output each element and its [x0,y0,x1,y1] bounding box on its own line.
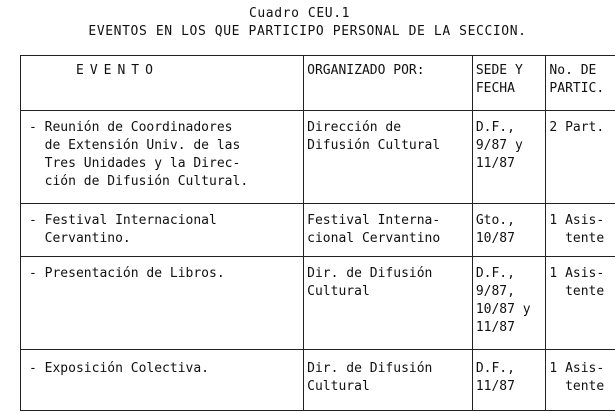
header-evento: EVENTO [21,56,304,111]
cell-participantes: 2 Part. [546,111,615,204]
table-caption-title: EVENTOS EN LOS QUE PARTICIPO PERSONAL DE LA SECCION. [88,24,527,39]
table-header-row [21,56,615,111]
cell-participantes: 1 Asis- tente [546,204,615,257]
cell-sede-fecha: Gto., 10/87 [472,204,546,257]
header-organizado: ORGANIZADO POR: [304,56,473,111]
cell-evento: - Presentación de Libros. [21,257,304,350]
events-table [20,55,615,411]
header-sede-fecha: SEDE Y FECHA [472,56,546,111]
cell-participantes: 1 Asis- tente [546,350,615,411]
cell-evento: - Reunión de Coordinadores de Extensión Univ. de las Tres Unidades y la Direc- ción de Difusión Cultural. [21,111,304,204]
table-row [21,257,615,350]
cell-evento: - Festival Internacional Cervantino. [21,204,304,257]
cell-organizado: Festival Interna- cional Cervantino [304,204,473,257]
table-row [21,204,615,257]
cell-evento: - Exposición Colectiva. [21,350,304,411]
cell-sede-fecha: D.F., 9/87 y 11/87 [472,111,546,204]
header-participantes: No. DE PARTIC. [546,56,615,111]
cell-sede-fecha: D.F., 9/87, 10/87 y 11/87 [472,257,546,350]
cell-organizado: Dir. de Difusión Cultural [304,257,473,350]
table-row [21,350,615,411]
cell-organizado: Dirección de Difusión Cultural [304,111,473,204]
table-caption-number: Cuadro CEU.1 [248,6,351,21]
cell-organizado: Dir. de Difusión Cultural [304,350,473,411]
cell-sede-fecha: D.F., 11/87 [472,350,546,411]
cell-participantes: 1 Asis- tente [546,257,615,350]
table-row [21,111,615,204]
